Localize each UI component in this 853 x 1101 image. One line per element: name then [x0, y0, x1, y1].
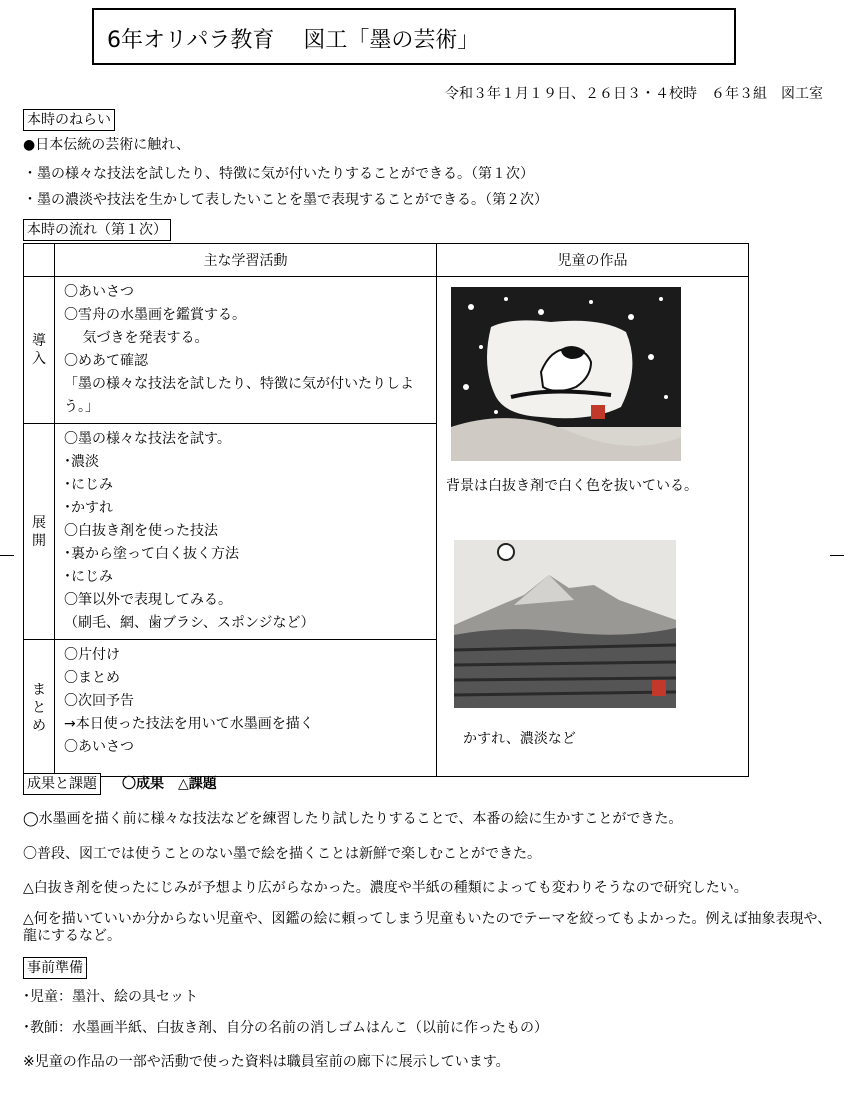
date-line: 令和３年１月１９日、２６日３・４校時 ６年３組 図工室 [445, 86, 823, 102]
activity-item: 〇次回予告 [64, 693, 134, 709]
footnote: ※児童の作品の一部や活動で使った資料は職員室前の廊下に展示しています。 [23, 1054, 510, 1070]
results-paragraph: △何を描いていいか分からない児童や、図鑑の絵に頼ってしまう児童もいたのでテーマを絞ってもよかった。例えば抽象表現や、龍にするなど。 [23, 911, 832, 944]
activity-item: 〇雪舟の水墨画を鑑賞する。 [64, 307, 246, 323]
activity-cell [55, 424, 437, 640]
activity-item: ･かすれ [64, 500, 113, 516]
activity-item: ･にじみ [64, 569, 113, 585]
works-caption: かすれ、濃淡など [463, 731, 576, 747]
results-paragraph: ◯水墨画を描く前に様々な技法などを練習したり試したりすることで、本番の絵に生かすことができた。 [23, 811, 683, 827]
results-label: 成果と課題 [23, 773, 101, 795]
activity-item: 〇白抜き剤を使った技法 [64, 523, 218, 539]
activity-item: ･裏から塗って白く抜く方法 [64, 546, 239, 562]
aim-line: ・墨の様々な技法を試したり、特徴に気が付いたりすることができる。（第１次） [23, 166, 534, 182]
activity-item: 〇まとめ [64, 670, 120, 686]
bird-artwork-image [451, 287, 681, 461]
mountain-artwork-image [454, 540, 676, 708]
results-paragraph: △白抜き剤を使ったにじみが予想より広がらなかった。濃度や半紙の種類によっても変わりそうなので研究したい。 [23, 880, 748, 896]
phase-cell [24, 424, 55, 640]
phase-label: まとめ [32, 682, 46, 734]
phase-cell [24, 277, 55, 424]
prep-line: ･児童：墨汁、絵の具セット [23, 989, 198, 1005]
activity-cell [55, 277, 437, 424]
activity-item: 気づきを発表する。 [64, 330, 209, 346]
aim-line: ・墨の濃淡や技法を生かして表したいことを墨で表現することができる。（第２次） [23, 192, 548, 208]
activity-item: 〇筆以外で表現してみる。 [64, 592, 232, 608]
margin-mark-left [0, 555, 14, 556]
activity-item: ･にじみ [64, 477, 113, 493]
works-caption: 背景は白抜き剤で白く色を抜いている。 [446, 478, 698, 494]
flow-table [23, 243, 749, 777]
aim-label: 本時のねらい [23, 109, 115, 131]
table-header-row [24, 244, 749, 277]
flow-label: 本時の流れ（第１次） [23, 219, 171, 241]
activity-item: 〇墨の様々な技法を試す。 [64, 431, 231, 447]
activity-item: 〇めあて確認 [64, 353, 148, 369]
results-legend: 〇成果 △課題 [122, 776, 217, 792]
prep-line: ･教師：水墨画半紙、白抜き剤、自分の名前の消しゴムはんこ（以前に作ったもの） [23, 1020, 548, 1036]
results-paragraph: 〇普段、図工では使うことのない墨で絵を描くことは新鮮で楽しむことができた。 [23, 846, 541, 862]
phase-label: 導入 [32, 333, 46, 367]
margin-mark-right [830, 555, 844, 556]
phase-header [24, 244, 55, 277]
works-cell [437, 277, 749, 777]
table-row [24, 277, 749, 424]
activity-item: 〇片付け [64, 647, 120, 663]
aim-line: ●日本伝統の芸術に触れ、 [23, 137, 191, 153]
activity-item: 「墨の様々な技法を試したり、特徴に気が付いたりしよう。」 [64, 376, 414, 415]
activity-item: （刷毛、網、歯ブラシ、スポンジなど） [64, 615, 315, 631]
activity-cell [55, 640, 437, 777]
page-title: 6年オリパラ教育 図工「墨の芸術」 [107, 28, 480, 53]
activity-item: 〇あいさつ [64, 739, 134, 755]
phase-cell [24, 640, 55, 777]
works-header: 児童の作品 [437, 244, 749, 277]
activity-item: ･濃淡 [64, 454, 99, 470]
prep-label: 事前準備 [23, 957, 87, 979]
activity-header: 主な学習活動 [55, 244, 437, 277]
title-box [92, 8, 736, 65]
activity-item: 〇あいさつ [64, 284, 134, 300]
activity-item: →本日使った技法を用いて水墨画を描く [64, 716, 314, 732]
phase-label: 展開 [32, 514, 46, 549]
